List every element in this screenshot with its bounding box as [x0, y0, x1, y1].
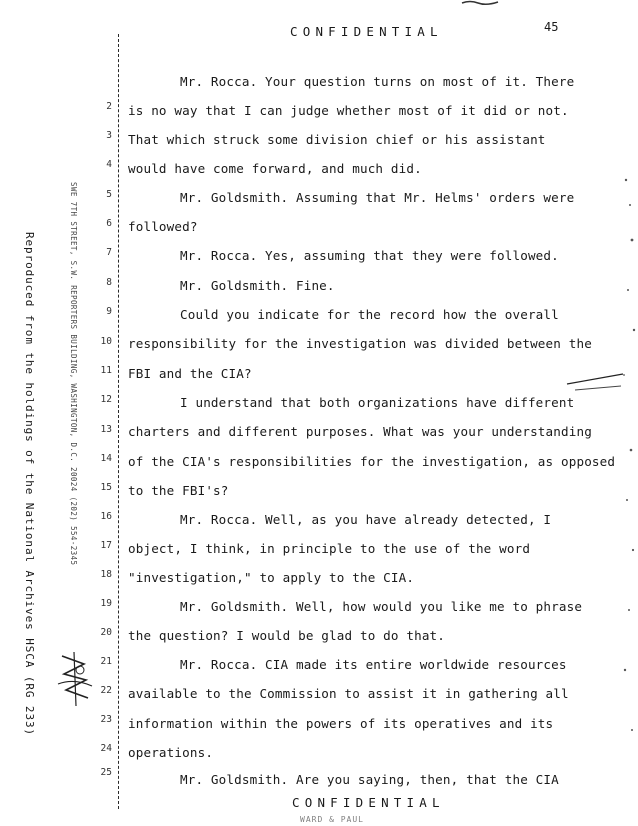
edge-speckle	[612, 30, 638, 800]
transcript-line: Mr. Rocca. Well, as you have already detected, I	[180, 512, 552, 527]
top-edge-mark	[460, 0, 500, 6]
reporter-address: SWE 7TH STREET, S.W. REPORTERS BUILDING, WASHINGTON, D.C. 20024 (202) 554-2345	[69, 182, 78, 566]
footer-confidential: CONFIDENTIAL	[292, 795, 445, 810]
margin-rule	[118, 34, 119, 809]
line-number: 22	[100, 685, 112, 696]
transcript-line: Could you indicate for the record how the overall	[180, 307, 559, 322]
line-number: 20	[100, 627, 112, 638]
line-number: 6	[106, 218, 112, 229]
transcript-line: the question? I would be glad to do that.	[128, 628, 446, 643]
transcript-line: available to the Commission to assist it in gathering all	[128, 686, 569, 701]
line-number: 2	[106, 101, 112, 112]
line-number: 14	[100, 453, 112, 464]
transcript-line: would have come forward, and much did.	[128, 161, 422, 176]
line-number: 21	[100, 656, 112, 667]
transcript-line: to the FBI's?	[128, 483, 229, 498]
transcript-line: That which struck some division chief or his assistant	[128, 132, 546, 147]
line-number: 5	[106, 189, 112, 200]
transcript-line: Mr. Rocca. Your question turns on most of it. There	[180, 74, 575, 89]
line-number: 19	[100, 598, 112, 609]
transcript-line: FBI and the CIA?	[128, 366, 252, 381]
transcript-line: Mr. Goldsmith. Fine.	[180, 278, 335, 293]
transcript-line: Mr. Rocca. CIA made its entire worldwide resources	[180, 657, 567, 672]
line-number: 16	[100, 511, 112, 522]
line-number: 9	[106, 306, 112, 317]
archive-stamp	[54, 650, 96, 708]
transcript-line: object, I think, in principle to the use of the word	[128, 541, 531, 556]
line-number: 3	[106, 130, 112, 141]
transcript-line: of the CIA's responsibilities for the investigation, as opposed	[128, 454, 616, 469]
line-number: 12	[100, 394, 112, 405]
transcript-line: Mr. Goldsmith. Assuming that Mr. Helms' orders were	[180, 190, 575, 205]
line-number: 17	[100, 540, 112, 551]
transcript-line: followed?	[128, 219, 198, 234]
page-number: 45	[544, 20, 559, 34]
line-number: 25	[100, 767, 112, 778]
line-number: 24	[100, 743, 112, 754]
footer-reporter-line: WARD & PAUL	[300, 815, 364, 824]
transcript-line: "investigation," to apply to the CIA.	[128, 570, 415, 585]
transcript-line: Mr. Goldsmith. Well, how would you like me to phrase	[180, 599, 583, 614]
archive-note: Reproduced from the holdings of the National Archives HSCA (RG 233)	[23, 232, 36, 737]
line-number: 13	[100, 424, 112, 435]
line-number: 8	[106, 277, 112, 288]
header-confidential: CONFIDENTIAL	[290, 24, 443, 39]
transcript-line: operations.	[128, 745, 214, 760]
transcript-line: Mr. Goldsmith. Are you saying, then, that the CIA	[180, 772, 559, 787]
transcript-line: information within the powers of its operatives and its	[128, 716, 554, 731]
line-number: 7	[106, 247, 112, 258]
line-number: 15	[100, 482, 112, 493]
line-number: 10	[100, 336, 112, 347]
transcript-line: Mr. Rocca. Yes, assuming that they were followed.	[180, 248, 559, 263]
transcript-line: I understand that both organizations have different	[180, 395, 575, 410]
transcript-line: responsibility for the investigation was divided between the	[128, 336, 592, 351]
line-number: 11	[100, 365, 112, 376]
transcript-line: is no way that I can judge whether most of it did or not.	[128, 103, 569, 118]
line-number: 4	[106, 159, 112, 170]
line-number: 18	[100, 569, 112, 580]
line-number: 23	[100, 714, 112, 725]
transcript-line: charters and different purposes. What was your understanding	[128, 424, 592, 439]
